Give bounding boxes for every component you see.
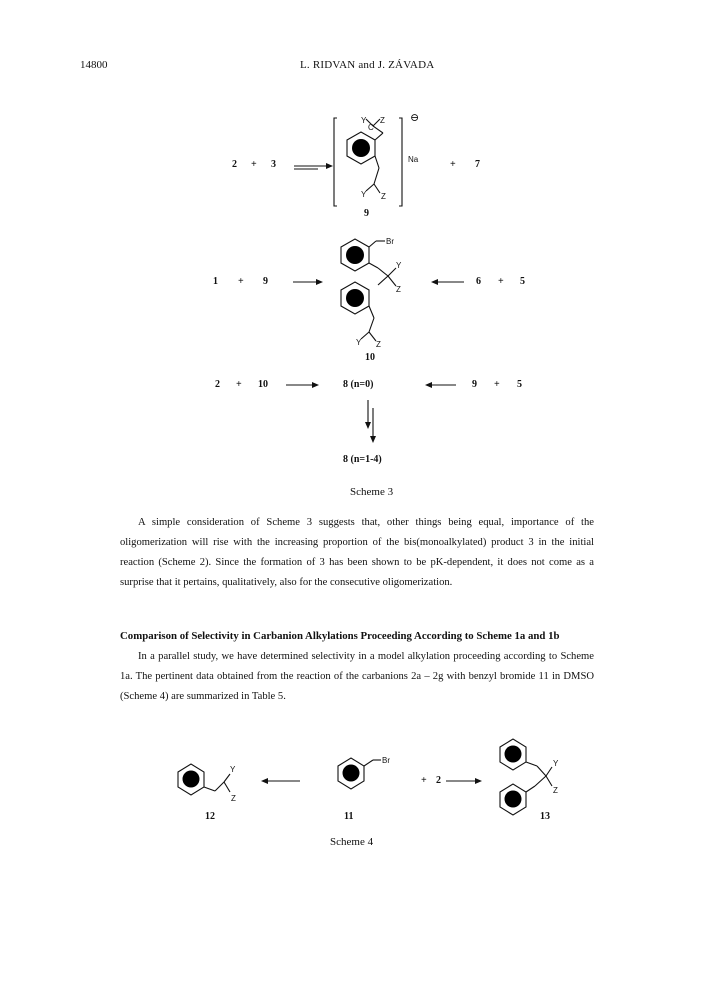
compound-10-structure [341,239,396,341]
compound-label-10: 10 [365,352,375,363]
plus-sign: + [421,775,427,786]
plus-sign: + [450,159,456,170]
section-heading: Comparison of Selectivity in Carbanion Alkylations Proceeding According to Scheme 1a and 1b [120,630,560,642]
atom-y: Y [396,261,402,270]
atom-y: Y [553,759,559,768]
scheme-4-caption: Scheme 4 [330,836,374,848]
anion-charge: ⊖ [410,112,420,124]
atom-y: Y [356,338,362,347]
compound-12-structure [178,764,230,795]
atom-br: Br [382,756,390,765]
compound-label-12: 12 [205,811,215,822]
label-3: 3 [271,159,276,170]
atom-z: Z [231,794,236,803]
running-header: L. RIDVAN and J. ZÁVADA [300,59,435,71]
scheme-3-caption: Scheme 3 [350,486,394,498]
atom-y: Y [361,116,367,125]
paragraph-2: In a parallel study, we have determined selectivity in a model alkylation proceeding according to Scheme 1a. The pertinent data obtained from the reaction of the carbanions 2a – 2g with benzyl bromide 11 in DMSO (Scheme 4) are summarized in Table 5. [120,651,594,702]
label-8-n1-4: 8 (n=1-4) [343,454,382,465]
label-8-n0: 8 (n=0) [343,379,374,390]
atom-c: C [368,123,374,132]
atom-z: Z [396,285,401,294]
label-2: 2 [215,379,220,390]
plus-sign: + [236,379,242,390]
plus-sign: + [498,276,504,287]
label-9: 9 [263,276,268,287]
atom-z: Z [553,786,558,795]
atom-z: Z [376,340,381,349]
label-2: 2 [232,159,237,170]
page-number: 14800 [80,59,108,71]
label-1: 1 [213,276,218,287]
label-6: 6 [476,276,481,287]
label-5: 5 [517,379,522,390]
label-7: 7 [475,159,480,170]
label-9: 9 [472,379,477,390]
plus-sign: + [251,159,257,170]
label-10: 10 [258,379,268,390]
sodium-counterion: Na [408,155,419,164]
atom-br: Br [386,237,394,246]
reagent-2: 2 [436,775,441,786]
plus-sign: + [238,276,244,287]
compound-label-13: 13 [540,811,550,822]
compound-11-structure [338,758,381,789]
label-5: 5 [520,276,525,287]
atom-y: Y [361,190,367,199]
compound-13-structure [500,739,552,815]
plus-sign: + [494,379,500,390]
atom-y: Y [230,765,236,774]
paragraph-1: A simple consideration of Scheme 3 suggests that, other things being equal, importance of the oligomerization will rise with the increasing proportion of the bis(monoalkylated) product 3 in the initial reaction (Scheme 2). Since the formation of 3 has been shown to be pK-dependent, it does not come as a surprise that it pertains, qualitatively, also for the consecutive oligomerization. [120,517,594,588]
atom-z: Z [381,192,386,201]
atom-z: Z [380,116,385,125]
compound-label-9: 9 [364,208,369,219]
compound-label-11: 11 [344,811,354,822]
